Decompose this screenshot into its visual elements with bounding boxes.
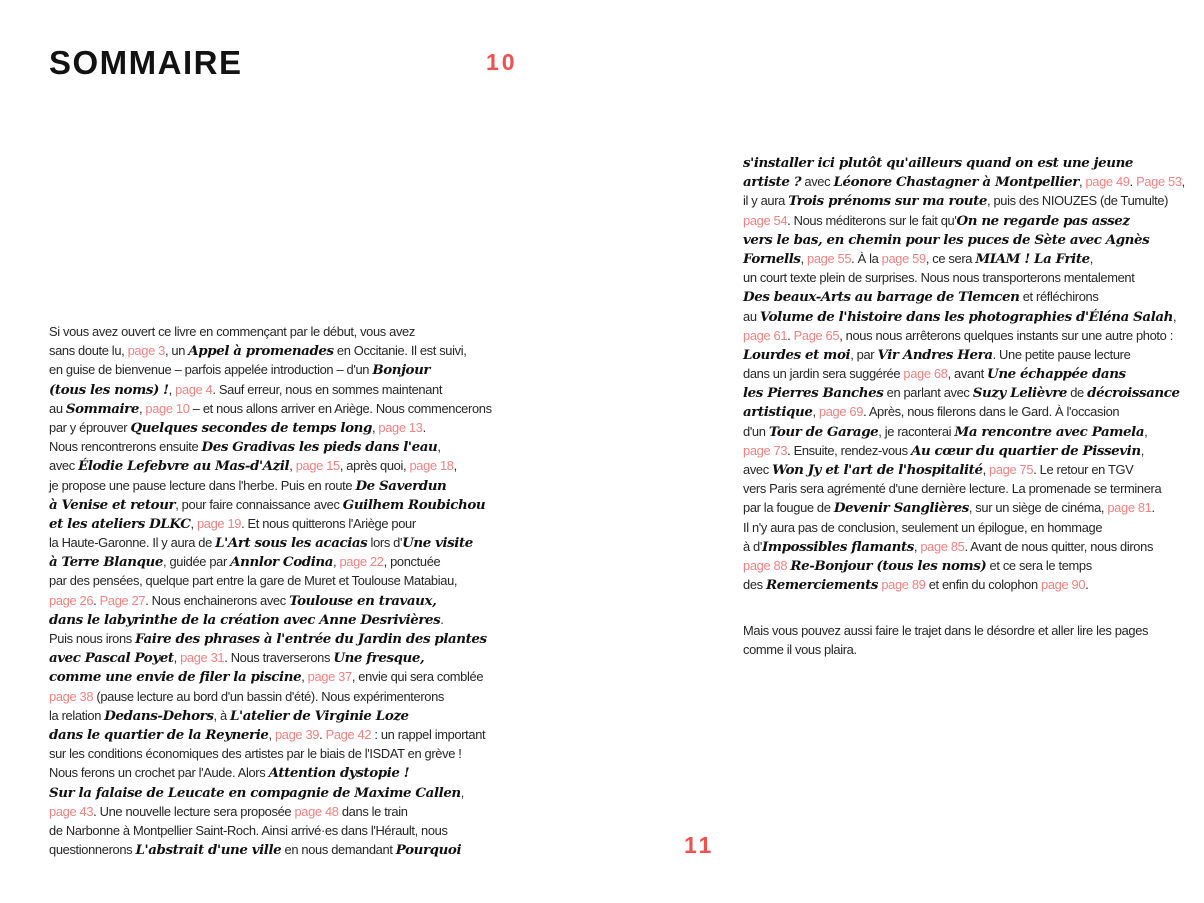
text-line: d'un Tour de Garage, je raconterai Ma rencontre avec Pamela,	[743, 423, 1148, 440]
text-line: je propose une pause lecture dans l'herbe. Puis en route De Saverdun	[49, 477, 447, 494]
text-line: Lourdes et moi, par Vir Andres Hera. Une petite pause lecture	[743, 346, 1131, 363]
text-line: questionnerons L'abstrait d'une ville en nous demandant Pourquoi	[49, 842, 462, 859]
text-line: Nous ferons un crochet par l'Aude. Alors Attention dystopie !	[49, 765, 410, 782]
text-line: de Narbonne à Montpellier Saint-Roch. Ainsi arrivé·es dans l'Hérault, nous	[49, 822, 448, 838]
text-line: avec Élodie Lefebvre au Mas-d'Azil, page 15, après quoi, page 18,	[49, 458, 457, 475]
text-line: au Volume de l'histoire dans les photographies d'Éléna Salah,	[743, 308, 1177, 325]
text-line: Il n'y aura pas de conclusion, seulement un épilogue, en hommage	[743, 519, 1103, 535]
text-line: dans le quartier de la Reynerie, page 39. Page 42 : un rappel important	[49, 726, 486, 743]
toc-text-left-column	[49, 322, 492, 859]
text-line: à d'Impossibles flamants, page 85. Avant de nous quitter, nous dirons	[743, 538, 1154, 555]
text-line: au Sommaire, page 10 – et nous allons arriver en Ariège. Nous commencerons	[49, 400, 492, 417]
page-title: SOMMAIRE	[49, 44, 243, 81]
text-line: comme il vous plaira.	[743, 642, 857, 658]
text-line: page 73. Ensuite, rendez-vous Au cœur du quartier de Pissevin,	[743, 442, 1144, 459]
text-line: et les ateliers DLKC, page 19. Et nous quitterons l'Ariège pour	[49, 515, 416, 532]
text-line: avec Won Jy et l'art de l'hospitalité, page 75. Le retour en TGV	[743, 462, 1134, 478]
text-line: page 61. Page 65, nous nous arrêterons quelques instants sur une autre photo :	[743, 327, 1173, 343]
text-line: la Haute-Garonne. Il y aura de L'Art sous les acacias lors d'Une visite	[49, 535, 473, 552]
text-line: page 43. Une nouvelle lecture sera proposée page 48 dans le train	[49, 803, 408, 819]
text-line: page 38 (pause lecture au bord d'un bassin d'été). Nous expérimenterons	[49, 688, 444, 704]
text-line: page 54. Nous méditerons sur le fait qu'On ne regarde pas assez	[743, 212, 1130, 229]
text-line: Mais vous pouvez aussi faire le trajet dans le désordre et aller lire les pages	[743, 623, 1149, 638]
text-line: par des pensées, quelque part entre la gare de Muret et Toulouse Matabiau,	[49, 573, 458, 589]
text-line: s'installer ici plutôt qu'ailleurs quand on est une jeune	[743, 155, 1134, 171]
text-line: les Pierres Banches en parlant avec Suzy Lelièvre de décroissance	[743, 385, 1180, 402]
text-line: Nous rencontrerons ensuite Des Gradivas les pieds dans l'eau,	[49, 439, 441, 456]
text-line: dans le labyrinthe de la création avec Anne Desrivières.	[49, 611, 444, 628]
text-line: page 88 Re-Bonjour (tous les noms) et ce sera le temps	[743, 557, 1092, 574]
text-line: vers Paris sera agrémenté d'une dernière lecture. La promenade se terminera	[743, 481, 1162, 497]
text-line: par la fougue de Devenir Sanglières, sur un siège de cinéma, page 81.	[743, 500, 1155, 517]
text-line: par y éprouver Quelques secondes de temps long, page 13.	[49, 419, 426, 436]
folio-number-left: 10	[486, 49, 518, 75]
text-line: Si vous avez ouvert ce livre en commençant par le début, vous avez	[49, 324, 415, 339]
text-line: page 26. Page 27. Nous enchainerons avec Toulouse en travaux,	[49, 592, 437, 609]
text-line: comme une envie de filer la piscine, page 37, envie qui sera comblée	[49, 669, 484, 686]
text-line: sur les conditions économiques des artistes par le biais de l'ISDAT en grève !	[49, 746, 462, 762]
text-line: la relation Dedans-Dehors, à L'atelier de Virginie Loze	[49, 707, 409, 724]
text-line: Fornells, page 55. À la page 59, ce sera MIAM ! La Frite,	[743, 250, 1093, 267]
text-line: artistique, page 69. Après, nous filerons dans le Gard. À l'occasion	[743, 404, 1120, 421]
text-line: sans doute lu, page 3, un Appel à promenades en Occitanie. Il est suivi,	[49, 343, 467, 360]
text-line: en guise de bienvenue – parfois appelée introduction – d'un Bonjour	[49, 362, 431, 379]
text-line: des Remerciements page 89 et enfin du colophon page 90.	[743, 577, 1089, 594]
closing-note	[743, 621, 1148, 659]
text-line: artiste ? avec Léonore Chastagner à Montpellier, page 49. Page 53,	[743, 174, 1185, 191]
toc-text-right-column	[743, 153, 1185, 594]
text-line: Sur la falaise de Leucate en compagnie de Maxime Callen,	[49, 784, 465, 801]
text-line: avec Pascal Poyet, page 31. Nous traverserons Une fresque,	[49, 650, 425, 667]
text-line: à Venise et retour, pour faire connaissance avec Guilhem Roubichou	[49, 496, 486, 513]
folio-number-right: 11	[684, 832, 715, 858]
text-line: (tous les noms) !, page 4. Sauf erreur, nous en sommes maintenant	[49, 381, 443, 398]
text-line: à Terre Blanque, guidée par Annlor Codina, page 22, ponctuée	[49, 554, 441, 571]
text-line: vers le bas, en chemin pour les puces de Sète avec Agnès	[743, 231, 1150, 248]
text-line: un court texte plein de surprises. Nous nous transporterons mentalement	[743, 270, 1135, 286]
text-line: Puis nous irons Faire des phrases à l'entrée du Jardin des plantes	[49, 631, 487, 647]
text-line: il y aura Trois prénoms sur ma route, puis des NIOUZES (de Tumulte)	[743, 193, 1169, 210]
text-line: Des beaux-Arts au barrage de Tlemcen et réfléchirons	[743, 289, 1099, 306]
text-line: dans un jardin sera suggérée page 68, avant Une échappée dans	[743, 366, 1126, 383]
